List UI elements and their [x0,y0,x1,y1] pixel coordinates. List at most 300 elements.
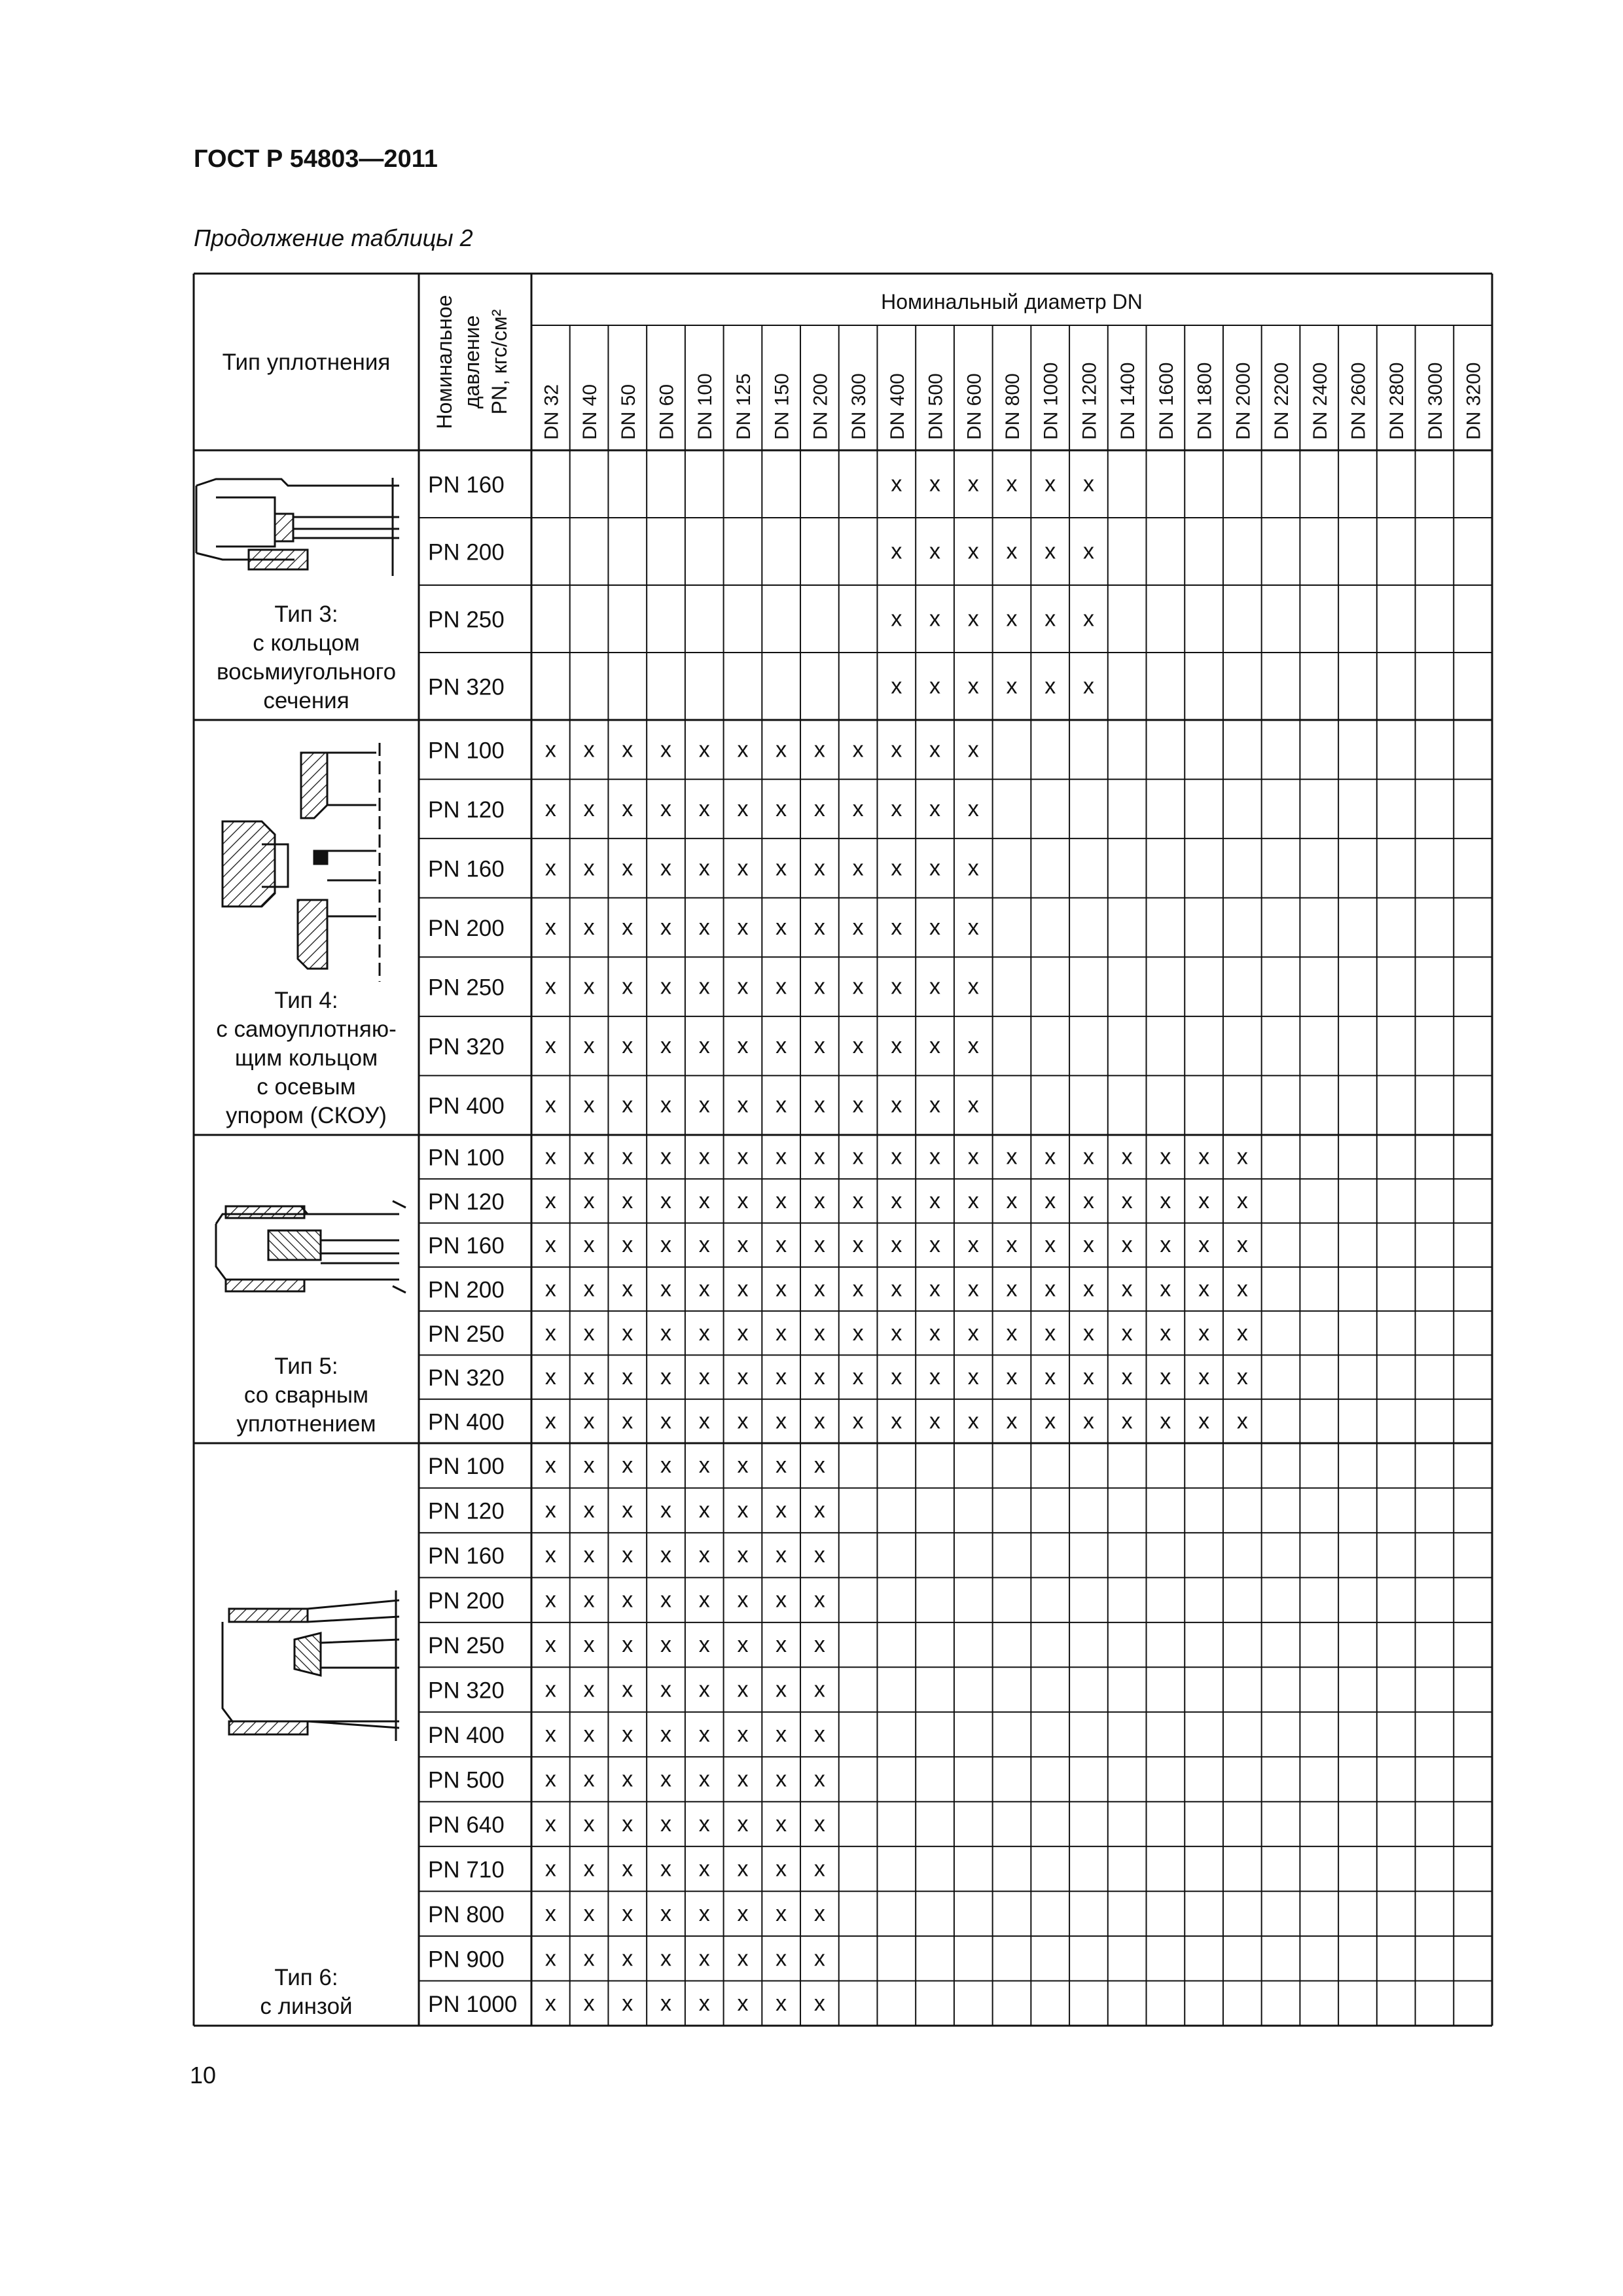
availability-mark: x [852,1365,864,1390]
availability-mark: x [660,1632,672,1658]
availability-mark: x [813,855,825,881]
availability-mark: x [1160,1232,1171,1258]
availability-mark: x [583,1092,595,1118]
pn-value: PN 160 [428,472,505,498]
availability-mark: x [891,1408,902,1434]
availability-mark: x [1006,1320,1018,1346]
availability-mark: x [622,1990,633,2016]
availability-mark: x [544,974,556,999]
availability-mark: x [929,1276,941,1302]
dn-header-11: DN 600 [963,373,986,440]
availability-mark: x [1044,471,1056,497]
availability-mark: x [544,1632,556,1658]
availability-mark: x [813,1543,825,1568]
availability-mark: x [544,1232,556,1258]
seal-label-line: восьмиугольного [216,659,397,685]
availability-mark: x [698,1856,710,1882]
availability-mark: x [776,974,787,999]
seal-label-line: с осевым [257,1074,356,1100]
availability-mark: x [698,915,710,940]
availability-mark: x [967,974,979,999]
availability-mark: x [583,1677,595,1702]
availability-mark: x [622,1408,633,1434]
availability-mark: x [698,1276,710,1302]
availability-mark: x [583,915,595,940]
availability-mark: x [813,1498,825,1523]
availability-mark: x [660,1276,672,1302]
availability-mark: x [583,796,595,821]
availability-mark: x [891,737,902,762]
availability-mark: x [698,1092,710,1118]
availability-mark: x [622,1188,633,1213]
availability-mark: x [929,1033,941,1059]
availability-mark: x [660,915,672,940]
availability-mark: x [698,737,710,762]
availability-mark: x [776,1320,787,1346]
availability-mark: x [698,1901,710,1926]
availability-mark: x [776,737,787,762]
availability-mark: x [1198,1144,1210,1170]
availability-mark: x [583,1767,595,1792]
availability-mark: x [698,1632,710,1658]
availability-mark: x [929,1144,941,1170]
seal-label-line: сечения [263,688,349,713]
availability-mark: x [698,1990,710,2016]
availability-mark: x [891,1092,902,1118]
availability-mark: x [1121,1232,1133,1258]
pn-value: PN 200 [428,539,505,565]
availability-mark: x [967,796,979,821]
dn-header-8: DN 300 [848,373,870,440]
availability-mark: x [1160,1144,1171,1170]
availability-mark: x [1121,1365,1133,1390]
document-header: ГОСТ Р 54803—2011 [194,145,438,173]
availability-mark: x [776,1453,787,1479]
availability-mark: x [1198,1320,1210,1346]
availability-mark: x [583,1276,595,1302]
availability-mark: x [660,1677,672,1702]
availability-mark: x [660,1188,672,1213]
availability-mark: x [660,1033,672,1059]
availability-mark: x [1044,1188,1056,1213]
availability-mark: x [583,855,595,881]
availability-mark: x [622,1033,633,1059]
availability-mark: x [660,796,672,821]
availability-mark: x [813,1767,825,1792]
availability-mark: x [967,1033,979,1059]
availability-mark: x [929,1188,941,1213]
seal-label-line: Тип 6: [274,1965,338,1990]
availability-mark: x [660,974,672,999]
pn-value: PN 250 [428,607,505,633]
availability-mark: x [660,1811,672,1837]
availability-mark: x [698,1587,710,1613]
availability-mark: x [1006,673,1018,699]
availability-mark: x [622,1543,633,1568]
availability-mark: x [583,1033,595,1059]
header-pressure-line: давление [460,315,484,409]
seal-label-line: щим кольцом [234,1045,378,1071]
availability-mark: x [544,1543,556,1568]
availability-mark: x [737,1811,749,1837]
availability-mark: x [852,1188,864,1213]
dn-header-5: DN 125 [732,373,755,440]
availability-mark: x [891,673,902,699]
seal-label-line: уплотнением [236,1411,376,1437]
availability-mark: x [967,539,979,564]
availability-mark: x [813,915,825,940]
availability-mark: x [967,1365,979,1390]
availability-mark: x [1082,673,1094,699]
seal-label-line: упором (СКОУ) [226,1103,387,1128]
pn-value: PN 250 [428,975,505,1001]
availability-mark: x [1236,1320,1248,1346]
availability-mark: x [583,974,595,999]
availability-mark: x [813,1232,825,1258]
availability-mark: x [967,673,979,699]
availability-mark: x [813,1587,825,1613]
pn-value: PN 120 [428,1498,505,1524]
pn-value: PN 320 [428,674,505,700]
availability-mark: x [776,1990,787,2016]
dn-header-15: DN 1400 [1117,362,1139,440]
seal-label-line: с самоуплотняю- [216,1016,397,1042]
availability-mark: x [583,1722,595,1747]
availability-mark: x [813,1188,825,1213]
dn-header-13: DN 1000 [1040,362,1062,440]
availability-mark: x [660,1856,672,1882]
pn-value: PN 200 [428,1277,505,1303]
availability-mark: x [622,1144,633,1170]
availability-mark: x [852,1144,864,1170]
availability-mark: x [737,974,749,999]
dn-header-10: DN 500 [925,373,947,440]
availability-mark: x [622,915,633,940]
availability-mark: x [622,1498,633,1523]
availability-mark: x [1082,1276,1094,1302]
availability-mark: x [698,1144,710,1170]
availability-mark: x [776,1722,787,1747]
availability-mark: x [583,1990,595,2016]
availability-mark: x [698,1677,710,1702]
availability-mark: x [967,1408,979,1434]
availability-mark: x [737,1990,749,2016]
pn-value: PN 640 [428,1812,505,1838]
availability-mark: x [776,1092,787,1118]
availability-mark: x [737,1188,749,1213]
availability-mark: x [1160,1276,1171,1302]
availability-mark: x [698,1408,710,1434]
pn-value: PN 400 [428,1409,505,1435]
availability-mark: x [583,1365,595,1390]
availability-mark: x [660,1320,672,1346]
availability-mark: x [660,1543,672,1568]
availability-mark: x [1198,1232,1210,1258]
availability-mark: x [737,1587,749,1613]
availability-mark: x [544,737,556,762]
availability-mark: x [737,1408,749,1434]
dn-header-22: DN 2800 [1386,362,1408,440]
availability-mark: x [891,1232,902,1258]
availability-mark: x [1044,1408,1056,1434]
availability-mark: x [813,1811,825,1837]
availability-mark: x [698,1498,710,1523]
availability-mark: x [698,1722,710,1747]
availability-mark: x [622,737,633,762]
availability-mark: x [929,737,941,762]
availability-mark: x [967,606,979,632]
availability-mark: x [622,1365,633,1390]
availability-mark: x [1006,606,1018,632]
availability-mark: x [1006,1232,1018,1258]
pn-value: PN 320 [428,1677,505,1704]
availability-mark: x [544,1033,556,1059]
availability-mark: x [660,1092,672,1118]
availability-mark: x [1006,471,1018,497]
availability-mark: x [776,1811,787,1837]
availability-mark: x [967,855,979,881]
availability-mark: x [1006,1188,1018,1213]
availability-mark: x [737,1677,749,1702]
dn-header-4: DN 100 [694,373,717,440]
availability-mark: x [737,1320,749,1346]
availability-mark: x [891,1365,902,1390]
pn-value: PN 250 [428,1633,505,1659]
availability-mark: x [737,1632,749,1658]
header-pressure-line: PN, кгс/см² [488,309,511,415]
availability-mark: x [891,915,902,940]
availability-mark: x [776,1365,787,1390]
availability-mark: x [660,855,672,881]
availability-mark: x [929,1408,941,1434]
availability-mark: x [1236,1232,1248,1258]
availability-mark: x [737,737,749,762]
pn-value: PN 160 [428,1233,505,1259]
availability-mark: x [813,1677,825,1702]
availability-mark: x [737,1722,749,1747]
availability-mark: x [929,915,941,940]
availability-mark: x [1044,1232,1056,1258]
pn-value: PN 500 [428,1767,505,1793]
availability-mark: x [776,1677,787,1702]
availability-mark: x [929,606,941,632]
availability-mark: x [813,1722,825,1747]
availability-mark: x [622,1901,633,1926]
availability-mark: x [1121,1188,1133,1213]
availability-mark: x [1198,1365,1210,1390]
table-grid [194,274,1492,2026]
availability-mark: x [776,1856,787,1882]
availability-mark: x [852,796,864,821]
availability-mark: x [698,1365,710,1390]
availability-mark: x [660,1498,672,1523]
availability-mark: x [891,1188,902,1213]
dn-header-6: DN 150 [771,373,793,440]
availability-mark: x [929,673,941,699]
pn-value: PN 710 [428,1857,505,1883]
availability-mark: x [852,1320,864,1346]
dn-header-18: DN 2000 [1232,362,1255,440]
availability-mark: x [622,1320,633,1346]
pn-value: PN 160 [428,1543,505,1570]
availability-mark: x [698,1033,710,1059]
availability-mark: x [544,1365,556,1390]
availability-mark: x [583,1144,595,1170]
availability-mark: x [583,1587,595,1613]
seal-label-line: Тип 4: [274,988,338,1013]
availability-mark: x [660,1901,672,1926]
availability-mark: x [737,1543,749,1568]
availability-mark: x [891,1276,902,1302]
availability-mark: x [776,796,787,821]
table-caption: Продолжение таблицы 2 [194,224,473,251]
availability-mark: x [698,855,710,881]
availability-mark: x [967,1092,979,1118]
availability-mark: x [1198,1188,1210,1213]
availability-mark: x [813,1320,825,1346]
availability-mark: x [737,1144,749,1170]
availability-mark: x [660,1722,672,1747]
availability-mark: x [1006,1365,1018,1390]
availability-mark: x [583,1901,595,1926]
availability-mark: x [698,1946,710,1971]
availability-mark: x [1160,1408,1171,1434]
availability-mark: x [776,1946,787,1971]
availability-mark: x [583,1856,595,1882]
availability-mark: x [622,1276,633,1302]
dn-header-19: DN 2200 [1271,362,1293,440]
availability-mark: x [544,1453,556,1479]
availability-mark: x [737,1901,749,1926]
availability-mark: x [544,1320,556,1346]
pn-value: PN 100 [428,1454,505,1480]
availability-mark: x [698,974,710,999]
availability-mark: x [660,1408,672,1434]
availability-mark: x [622,1722,633,1747]
availability-mark: x [967,737,979,762]
availability-mark: x [1082,471,1094,497]
availability-mark: x [1121,1408,1133,1434]
availability-mark: x [813,1901,825,1926]
availability-mark: x [698,796,710,821]
availability-mark: x [1082,1188,1094,1213]
availability-mark: x [1082,1232,1094,1258]
availability-mark: x [813,1632,825,1658]
availability-mark: x [544,1092,556,1118]
availability-mark: x [967,1188,979,1213]
header-diameter-group: Номинальный диаметр DN [881,290,1143,314]
availability-mark: x [544,1767,556,1792]
availability-mark: x [1121,1144,1133,1170]
pn-value: PN 100 [428,738,505,764]
availability-mark: x [583,737,595,762]
dn-header-7: DN 200 [810,373,832,440]
availability-mark: x [1160,1365,1171,1390]
header-pressure-line: Номинальное [433,295,456,429]
availability-mark: x [776,1144,787,1170]
seal-label-line: с кольцом [253,630,360,656]
seal-type-5-drawing [216,1201,406,1293]
availability-mark: x [929,1320,941,1346]
availability-mark: x [660,1232,672,1258]
pn-value: PN 320 [428,1365,505,1391]
availability-mark: x [929,1092,941,1118]
availability-mark: x [660,1946,672,1971]
availability-mark: x [583,1408,595,1434]
availability-mark: x [776,1587,787,1613]
availability-mark: x [1044,1144,1056,1170]
availability-mark: x [1006,1408,1018,1434]
availability-mark: x [622,855,633,881]
availability-mark: x [813,1365,825,1390]
availability-mark: x [622,1092,633,1118]
availability-mark: x [1044,606,1056,632]
availability-mark: x [1160,1320,1171,1346]
availability-mark: x [622,796,633,821]
availability-mark: x [776,1276,787,1302]
availability-mark: x [852,1033,864,1059]
availability-mark: x [544,1144,556,1170]
dn-header-1: DN 40 [579,384,601,440]
availability-mark: x [813,1276,825,1302]
dn-header-12: DN 800 [1002,373,1024,440]
availability-mark: x [1198,1408,1210,1434]
availability-mark: x [813,1033,825,1059]
availability-mark: x [583,1811,595,1837]
seal-type-4-drawing [223,743,380,982]
availability-mark: x [1121,1320,1133,1346]
availability-mark: x [852,1092,864,1118]
availability-mark: x [1082,606,1094,632]
pn-value: PN 200 [428,916,505,941]
availability-mark: x [967,1232,979,1258]
dn-header-14: DN 1200 [1079,362,1101,440]
pn-value: PN 250 [428,1321,505,1347]
availability-mark: x [1121,1276,1133,1302]
availability-mark: x [891,855,902,881]
seal-label-line: с линзой [260,1994,353,2019]
pn-value: PN 320 [428,1034,505,1060]
page-number: 10 [190,2062,217,2089]
pn-value: PN 400 [428,1723,505,1748]
availability-mark: x [737,1767,749,1792]
availability-mark: x [544,915,556,940]
availability-mark: x [737,796,749,821]
availability-mark: x [660,737,672,762]
availability-mark: x [776,855,787,881]
availability-mark: x [583,1188,595,1213]
availability-mark: x [737,1033,749,1059]
availability-mark: x [660,1767,672,1792]
availability-mark: x [544,1722,556,1747]
availability-mark: x [583,1632,595,1658]
availability-mark: x [1044,539,1056,564]
pn-value: PN 1000 [428,1991,518,2017]
availability-mark: x [698,1543,710,1568]
availability-mark: x [813,1946,825,1971]
availability-mark: x [737,1498,749,1523]
availability-mark: x [737,1232,749,1258]
availability-mark: x [737,1453,749,1479]
pn-value: PN 120 [428,1189,505,1215]
availability-mark: x [776,1632,787,1658]
availability-mark: x [622,1946,633,1971]
availability-mark: x [891,606,902,632]
availability-mark: x [776,1901,787,1926]
availability-mark: x [891,539,902,564]
dn-header-2: DN 50 [617,384,639,440]
availability-mark: x [891,974,902,999]
